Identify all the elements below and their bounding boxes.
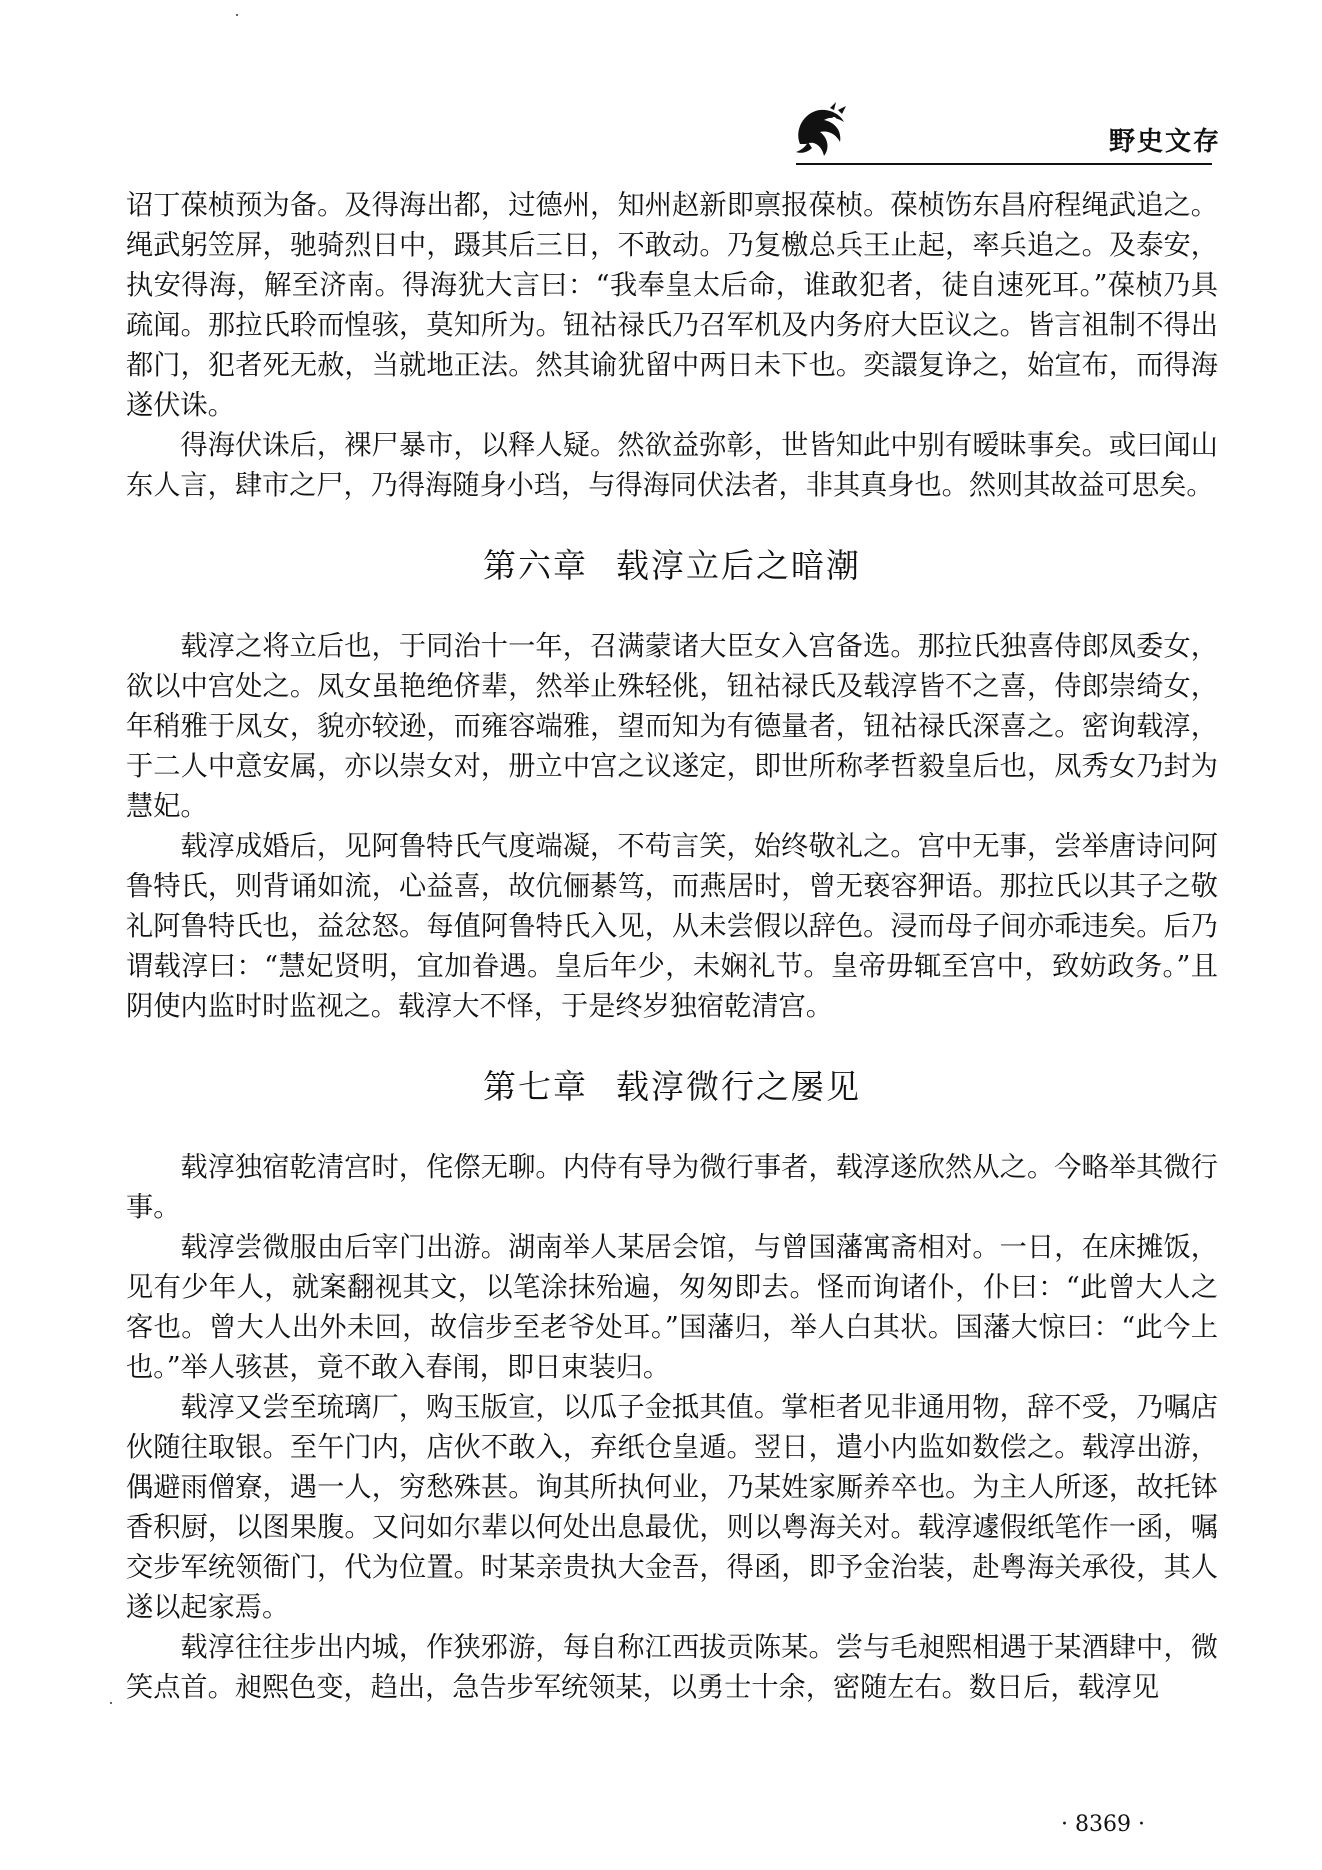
page-body — [126, 186, 1218, 1708]
page-number: · 8369 · — [1061, 1812, 1145, 1837]
chapter-heading — [126, 546, 1218, 586]
paragraph: 载淳往往步出内城，作狭邪游，每自称江西拔贡陈某。尝与毛昶熙相遇于某酒肆中，微笑点首。昶熙色变，趋出，急告步军统领某，以勇士十余，密随左右。数日后，载淳见 — [126, 1632, 1218, 1703]
series-title: 野史文存 — [1109, 127, 1222, 157]
paragraph: 载淳成婚后，见阿鲁特氏气度端凝，不苟言笑，始终敬礼之。宫中无事，尝举唐诗问阿鲁特氏，则背诵如流，心益喜，故伉俪綦笃，而燕居时，曾无亵容狎语。那拉氏以其子之敬礼阿鲁特氏也，益忿怒。每值阿鲁特氏入见，从未尝假以辞色。浸而母子间亦乖违矣。后乃谓载淳曰：“慧妃贤明，宜加眷遇。皇后年少，未娴礼节。皇帝毋辄至宫中，致妨政务。”且阴使内监时时监视之。载淳大不怿，于是终岁独宿乾清宫。 — [126, 831, 1218, 1022]
paragraph: 载淳独宿乾清宫时，侘傺无聊。内侍有导为微行事者，载淳遂欣然从之。今略举其微行事。 — [126, 1152, 1218, 1223]
scan-speck — [110, 1702, 112, 1704]
dragon-emblem-icon — [790, 100, 854, 164]
scan-speck — [236, 14, 238, 16]
paragraph: 载淳之将立后也，于同治十一年，召满蒙诸大臣女入宫备选。那拉氏独喜侍郎凤委女，欲以中宫处之。凤女虽艳绝侪辈，然举止殊轻佻，钮祜禄氏及载淳皆不之喜，侍郎崇绮女，年稍雅于凤女，貌亦较逊，而雍容端雅，望而知为有德量者，钮祜禄氏深喜之。密询载淳，于二人中意安属，亦以崇女对，册立中宫之议遂定，即世所称孝哲毅皇后也，凤秀女乃封为慧妃。 — [126, 631, 1218, 822]
paragraph: 载淳又尝至琉璃厂，购玉版宣，以瓜子金抵其值。掌柜者见非通用物，辞不受，乃嘱店伙随往取银。至午门内，店伙不敢入，弃纸仓皇遁。翌日，遣小内监如数偿之。载淳出游，偶避雨僧寮，遇一人，穷愁殊甚。询其所执何业，乃某姓家厮养卒也。为主人所逐，故托钵香积厨，以图果腹。又问如尔辈以何处出息最优，则以粤海关对。载淳遽假纸笔作一函，嘱交步军统领衙门，代为位置。时某亲贵执大金吾，得函，即予金治装，赴粤海关承役，其人遂以起家焉。 — [126, 1392, 1218, 1623]
paragraph: 载淳尝微服由后宰门出游。湖南举人某居会馆，与曾国藩寓斋相对。一日，在床摊饭，见有少年人，就案翻视其文，以笔涂抹殆遍，匆匆即去。怪而询诸仆，仆曰：“此曾大人之客也。曾大人出外未回，故信步至老爷处耳。”国藩归，举人白其状。国藩大惊曰：“此今上也。”举人骇甚，竟不敢入春闱，即日束装归。 — [126, 1232, 1218, 1383]
chapter-heading — [126, 1067, 1218, 1107]
chapter-number: 第六章 — [483, 546, 588, 585]
chapter-number: 第七章 — [483, 1067, 588, 1106]
chapter-title: 载淳立后之暗潮 — [616, 546, 861, 585]
header-rule — [796, 163, 1212, 165]
paragraph: 得海伏诛后，裸尸暴市，以释人疑。然欲益弥彰，世皆知此中别有暧昧事矣。或曰闻山东人言，肆市之尸，乃得海随身小珰，与得海同伏法者，非其真身也。然则其故益可思矣。 — [126, 430, 1218, 501]
paragraph: 诏丁葆桢预为备。及得海出都，过德州，知州赵新即禀报葆桢。葆桢饬东昌府程绳武追之。绳武躬笠屏，驰骑烈日中，蹑其后三日，不敢动。乃复檄总兵王止起，率兵追之。及泰安，执安得海，解至济南。得海犹大言曰：“我奉皇太后命，谁敢犯者，徒自速死耳。”葆桢乃具疏闻。那拉氏聆而惶骇，莫知所为。钮祜禄氏乃召军机及内务府大臣议之。皆言祖制不得出都门，犯者死无赦，当就地正法。然其谕犹留中两日未下也。奕譞复诤之，始宣布，而得海遂伏诛。 — [126, 190, 1218, 421]
chapter-title: 载淳微行之屡见 — [616, 1067, 861, 1106]
